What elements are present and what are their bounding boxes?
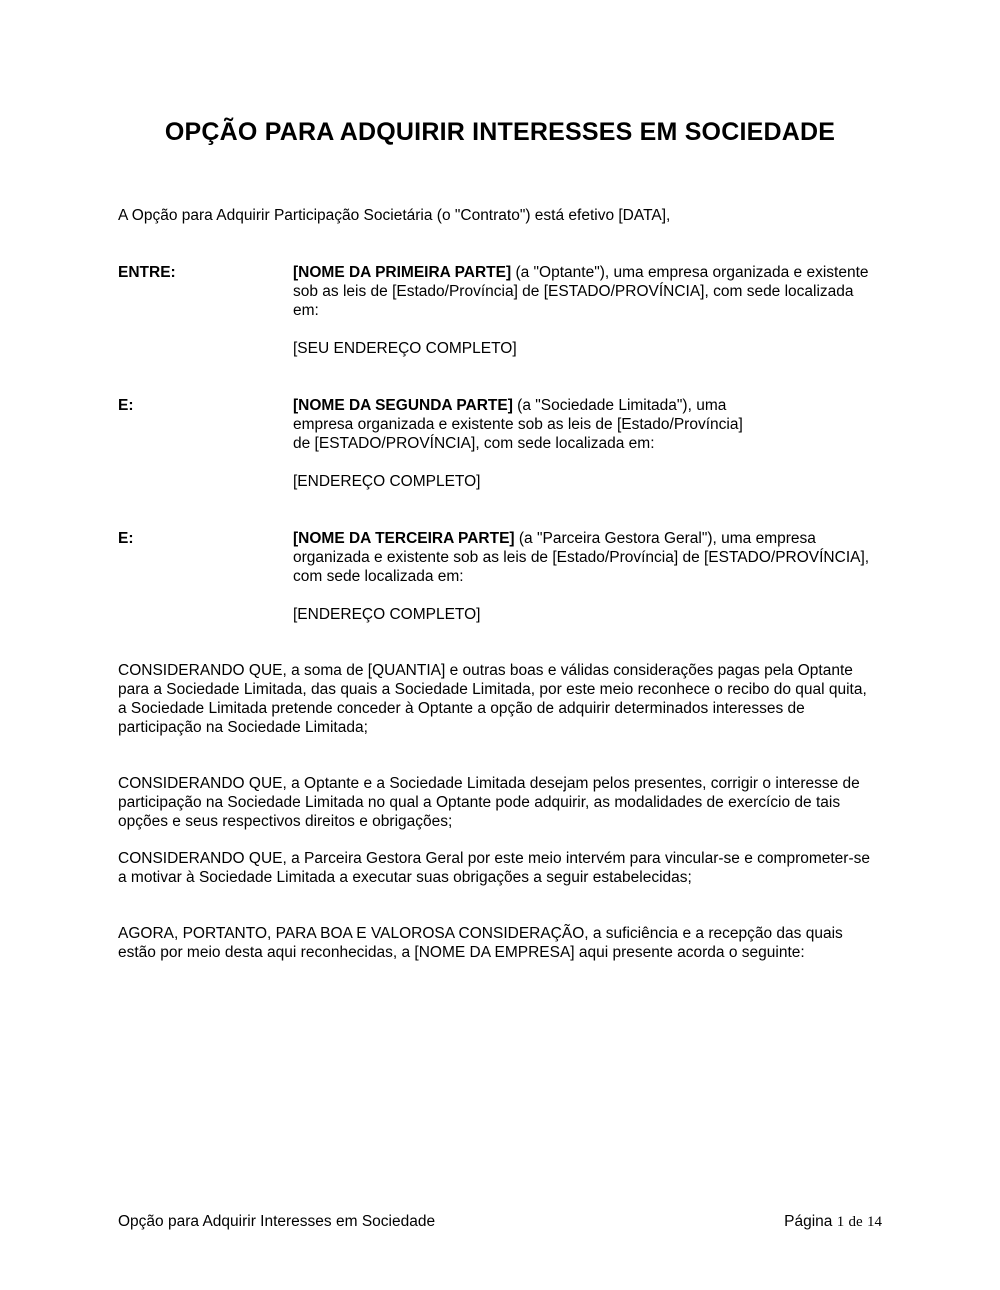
party-description-second bbox=[293, 396, 763, 453]
party-label-first: ENTRE: bbox=[118, 264, 176, 281]
party-text-first: (a "Optante"), uma empresa organizada e existente sob as leis de [Estado/Província] de [ESTADO/PROVÍNCIA], com sede localizada em: bbox=[293, 264, 869, 319]
party-name-second: [NOME DA SEGUNDA PARTE] bbox=[293, 397, 513, 414]
document-title: OPÇÃO PARA ADQUIRIR INTERESSES EM SOCIEDADE bbox=[164, 118, 836, 146]
party-text-third: (a "Parceira Gestora Geral"), uma empresa organizada e existente sob as leis de [Estado/Província] de [ESTADO/PROVÍNCIA], com sede localizada em: bbox=[293, 530, 870, 585]
recital-paragraph: CONSIDERANDO QUE, a soma de [QUANTIA] e outras boas e válidas considerações pagas pela Optante para a Sociedade Limitada, das quais a Sociedade Limitada, por este meio reconhece o recibo do qual quita, a Sociedade Limitada pretende conceder à Optante a opção de adquirir determinados interesses de participação na Sociedade Limitada; bbox=[118, 662, 867, 736]
agreement-paragraph: AGORA, PORTANTO, PARA BOA E VALOROSA CONSIDERAÇÃO, a suficiência e a recepção das quais estão por meio desta aqui reconhecidas, a [NOME DA EMPRESA] aqui presente acorda o seguinte: bbox=[118, 925, 843, 961]
party-address-second: [ENDEREÇO COMPLETO] bbox=[293, 473, 481, 490]
footer-page-of: de bbox=[848, 1214, 863, 1230]
party-address-first: [SEU ENDEREÇO COMPLETO] bbox=[293, 340, 517, 357]
footer-page-word: Página bbox=[784, 1213, 833, 1230]
recital-paragraph: CONSIDERANDO QUE, a Optante e a Sociedade Limitada desejam pelos presentes, corrigir o interesse de participação na Sociedade Limitada no qual a Optante pode adquirir, as modalidades de exercício de tais opções e seus respectivos direitos e obrigações; bbox=[118, 775, 860, 830]
footer-page-number bbox=[784, 1213, 882, 1231]
footer-page-total: 14 bbox=[867, 1214, 882, 1230]
party-name-first: [NOME DA PRIMEIRA PARTE] bbox=[293, 264, 512, 281]
recital-paragraph: CONSIDERANDO QUE, a Parceira Gestora Geral por este meio intervém para vincular-se e comprometer-se a motivar à Sociedade Limitada a executar suas obrigações a seguir estabelecidas; bbox=[118, 850, 870, 886]
party-name-third: [NOME DA TERCEIRA PARTE] bbox=[293, 530, 515, 547]
footer-document-name: Opção para Adquirir Interesses em Sociedade bbox=[118, 1213, 436, 1230]
party-address-third: [ENDEREÇO COMPLETO] bbox=[293, 606, 481, 623]
party-label-second: E: bbox=[118, 397, 134, 414]
footer-page-current: 1 bbox=[836, 1214, 845, 1230]
intro-paragraph: A Opção para Adquirir Participação Societária (o "Contrato") está efetivo [DATA], bbox=[118, 207, 671, 224]
party-label-third: E: bbox=[118, 530, 134, 547]
party-description-third bbox=[293, 529, 873, 586]
party-text-second: (a "Sociedade Limitada"), uma empresa organizada e existente sob as leis de [Estado/Província] de [ESTADO/PROVÍNCIA], com sede localizada em: bbox=[293, 397, 743, 452]
party-description-first bbox=[293, 263, 873, 320]
